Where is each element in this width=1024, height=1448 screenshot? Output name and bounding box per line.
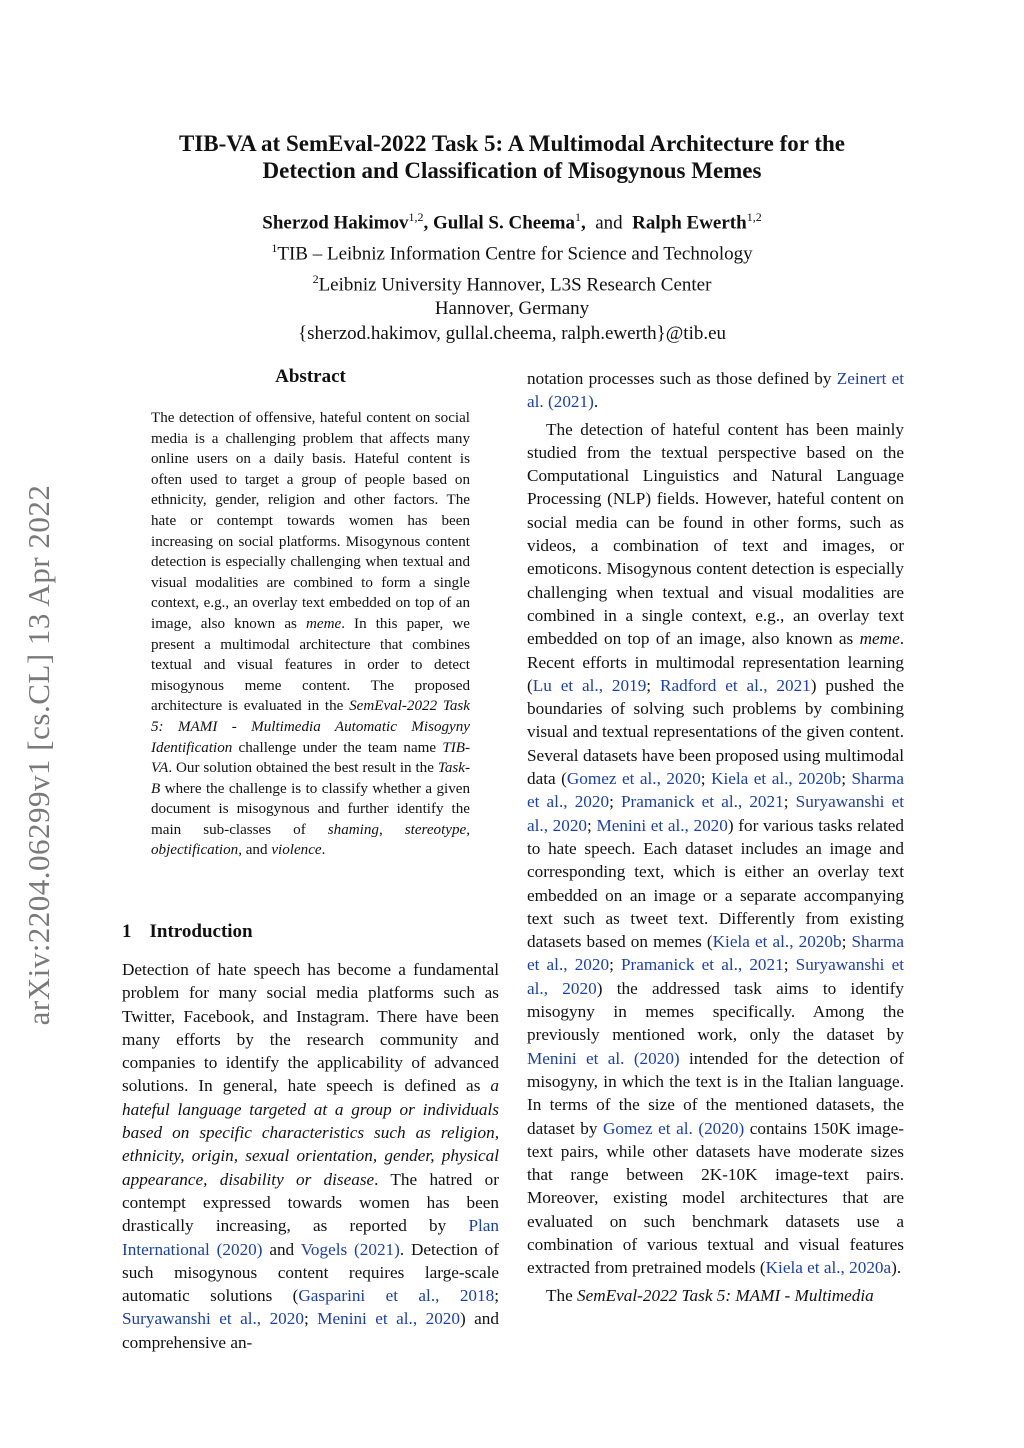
citation-link[interactable]: Kiela et al., 2020b: [712, 932, 842, 952]
abstract-heading: Abstract: [275, 366, 346, 387]
author-name: Gullal S. Cheema: [432, 212, 575, 234]
arxiv-sidebar: [6, 450, 72, 1060]
paragraph: notation processes such as those defined by Zeinert et al. (2021).: [527, 369, 904, 412]
author-name: Sherzod Hakimov: [262, 212, 409, 234]
task-name: SemEval-2022 Task 5: MAMI - Multimedia: [577, 1285, 874, 1305]
author-names: Sherzod Hakimov$^{1,2}$, Gullal S. Cheema$^1$, and Ralph Ewerth$^{1,2}$: [262, 210, 762, 234]
affiliation-text: TIB – Leibniz Information Centre for Science and Technology: [277, 243, 753, 265]
citation-link[interactable]: Sharma et al., 2020: [527, 769, 904, 812]
author-sup: 1,2: [746, 210, 762, 224]
affiliation-sup: 1: [271, 240, 278, 255]
class-objectification: objectification: [151, 842, 239, 859]
citation-link[interactable]: Plan International (2020): [122, 1216, 499, 1259]
affiliation-location: Hannover, Germany: [434, 298, 590, 320]
title-line-2: Detection and Classification of Misogynous Memes: [262, 158, 762, 183]
citation-link[interactable]: Kiela et al., 2020a: [765, 1258, 892, 1278]
term-meme: meme: [305, 615, 342, 632]
affiliation-sup: 2: [312, 271, 319, 286]
class-shaming: shaming: [327, 821, 379, 838]
title-line-1: TIB-VA at SemEval-2022 Task 5: A Multimodal Architecture for the: [179, 131, 845, 156]
citation-link[interactable]: Menini et al. (2020): [527, 1048, 680, 1068]
citation-link[interactable]: Menini et al., 2020: [317, 1309, 460, 1329]
section-number: 1: [122, 921, 132, 942]
paragraph: The detection of hateful content has been mainly studied from the textual perspective based on the Computational Linguistics and Natural Language Processing (NLP) fields. However, hateful content on social media can be found in other forms, such as videos, a combination of text and images, or emoticons. Misogynous content detection is especially challenging when textual and visual modalities are combined in a single context, e.g., an overlay text embedded on top of an image, also known as meme. Recent efforts in multimodal representation learning (Lu et al., 2019; Radford et al., 2021) pushed the boundaries of solving such problems by combining visual and textual representations of the given content. Several datasets have been proposed using multimodal data (Gomez et al., 2020; Kiela et al., 2020b; Sharma et al., 2020; Pramanick et al., 2021; Suryawanshi et al., 2020; Menini et al., 2020) for various tasks related to hate speech. Each dataset includes an image and corresponding text, which is either an overlay text embedded on an image or a separate accompanying text such as tweet text. Differently from existing datasets based on memes (Kiela et al., 2020b; Sharma et al., 2020; Pramanick et al., 2021; Suryawanshi et al., 2020) the addressed task aims to identify misogyny in memes specifically. Among the previously mentioned work, only the dataset by Menini et al. (2020) intended for the detection of misogyny, in which the text is in the Italian language. In terms of the size of the mentioned datasets, the dataset by Gomez et al. (2020) contains 150K image-text pairs, while other datasets have moderate sizes that range between 2K-10K image-text pairs. Moreover, existing model architectures that are evaluated on such benchmark datasets use a combination of various textual and visual features extracted from pretrained models (Kiela et al., 2020a).: [527, 419, 905, 1278]
arxiv-stamp: arXiv:2204.06299v1 [cs.CL] 13 Apr 2022: [21, 484, 56, 1026]
class-stereotype: stereotype: [404, 821, 467, 838]
citation-link[interactable]: Vogels: [300, 1239, 348, 1259]
citation-link[interactable]: Kiela et al., 2020b: [711, 769, 842, 789]
citation-link[interactable]: Sharma et al., 2020: [527, 932, 905, 975]
hate-speech-definition: a hateful language targeted at a group or individuals based on specific characteristics such as religion, ethnicity, origin, sexual orientation, gender, physical appearance, disability or disease: [122, 1076, 499, 1189]
team-name: TIB-VA: [151, 739, 470, 777]
author-sup: 1,2: [408, 210, 424, 224]
citation-link[interactable]: Menini et al., 2020: [596, 815, 728, 835]
affiliation-1: [100, 236, 924, 267]
abstract-text: The detection of offensive, hateful content on social media is a challenging problem that affects many online users on a daily basis. Hateful content is often used to target a group of people based on ethnicity, gender, religion and other factors. The hate or contempt towards women has been increasing on social platforms. Misogynous content detection is especially challenging when textual and visual modalities are combined to form a single context, e.g., an overlay text embedded on top of an image, also known as meme. In this paper, we present a multimodal architecture that combines textual and visual features in order to detect misogynous meme content. The proposed architecture is evaluated in the SemEval-2022 Task 5: MAMI - Multimedia Automatic Misogyny Identification challenge under the team name TIB-VA. Our solution obtained the best result in the Task-B where the challenge is to classify whether a given document is misogynous and further identify the main sub-classes of shaming, stereotype, objectification, and violence.: [151, 410, 470, 859]
citation-link[interactable]: Zeinert et al. (2021): [527, 369, 904, 412]
citation-link[interactable]: Gomez et al., 2020: [566, 769, 701, 789]
author-and: and: [595, 212, 623, 234]
citation-link[interactable]: (2021): [354, 1239, 400, 1259]
affiliation-2: [100, 267, 924, 298]
right-column: [527, 367, 904, 1311]
term-meme: meme: [859, 629, 900, 649]
author-block: [100, 205, 924, 346]
section-title: Introduction: [149, 921, 253, 942]
introduction-paragraph: Detection of hate speech has become a fundamental problem for many social media platforms such as Twitter, Facebook, and Instagram. There have been many efforts by the research community and companies to identify the applicability of advanced solutions. In general, hate speech is defined as a hateful language targeted at a group or individuals based on specific characteristics such as religion, ethnicity, origin, sexual orientation, gender, physical appearance, disability or disease. The hatred or contempt expressed towards women has been drastically increasing, as reported by Plan International (2020) and Vogels (2021). Detection of such misogynous content requires large-scale automatic solutions (Gasparini et al., 2018; Suryawanshi et al., 2020; Menini et al., 2020) and comprehensive an-: [122, 960, 499, 1352]
citation-link[interactable]: Pramanick et al., 2021: [621, 792, 784, 812]
citation-link[interactable]: Pramanick et al., 2021: [621, 955, 784, 975]
citation-link[interactable]: Suryawanshi et al., 2020: [527, 955, 904, 998]
citation-link[interactable]: Gomez et al. (2020): [603, 1118, 745, 1138]
author-emails: {sherzod.hakimov, gullal.cheema, ralph.ewerth}@tib.eu: [297, 322, 727, 344]
affiliation-text: Leibniz University Hannover, L3S Research Center: [318, 273, 712, 295]
citation-link[interactable]: Gasparini et al., 2018: [298, 1286, 495, 1306]
section-heading-introduction: [122, 921, 253, 943]
citation-link[interactable]: Lu et al., 2019: [532, 675, 647, 695]
author-name: Ralph Ewerth: [632, 212, 747, 234]
author-sup: 1: [574, 210, 581, 224]
citation-link[interactable]: Radford et al., 2021: [659, 675, 811, 695]
class-violence: violence: [271, 842, 322, 859]
task-name: Task-B: [151, 760, 470, 797]
citation-link[interactable]: Suryawanshi et al., 2020: [122, 1309, 304, 1329]
paragraph: The SemEval-2022 Task 5: MAMI - Multimedia: [546, 1285, 874, 1305]
paper-title: [100, 130, 924, 184]
challenge-name: SemEval-2022 Task 5: MAMI - Multimedia Automatic Misogyny Identification: [151, 698, 470, 756]
citation-link[interactable]: Suryawanshi et al., 2020: [527, 792, 904, 835]
